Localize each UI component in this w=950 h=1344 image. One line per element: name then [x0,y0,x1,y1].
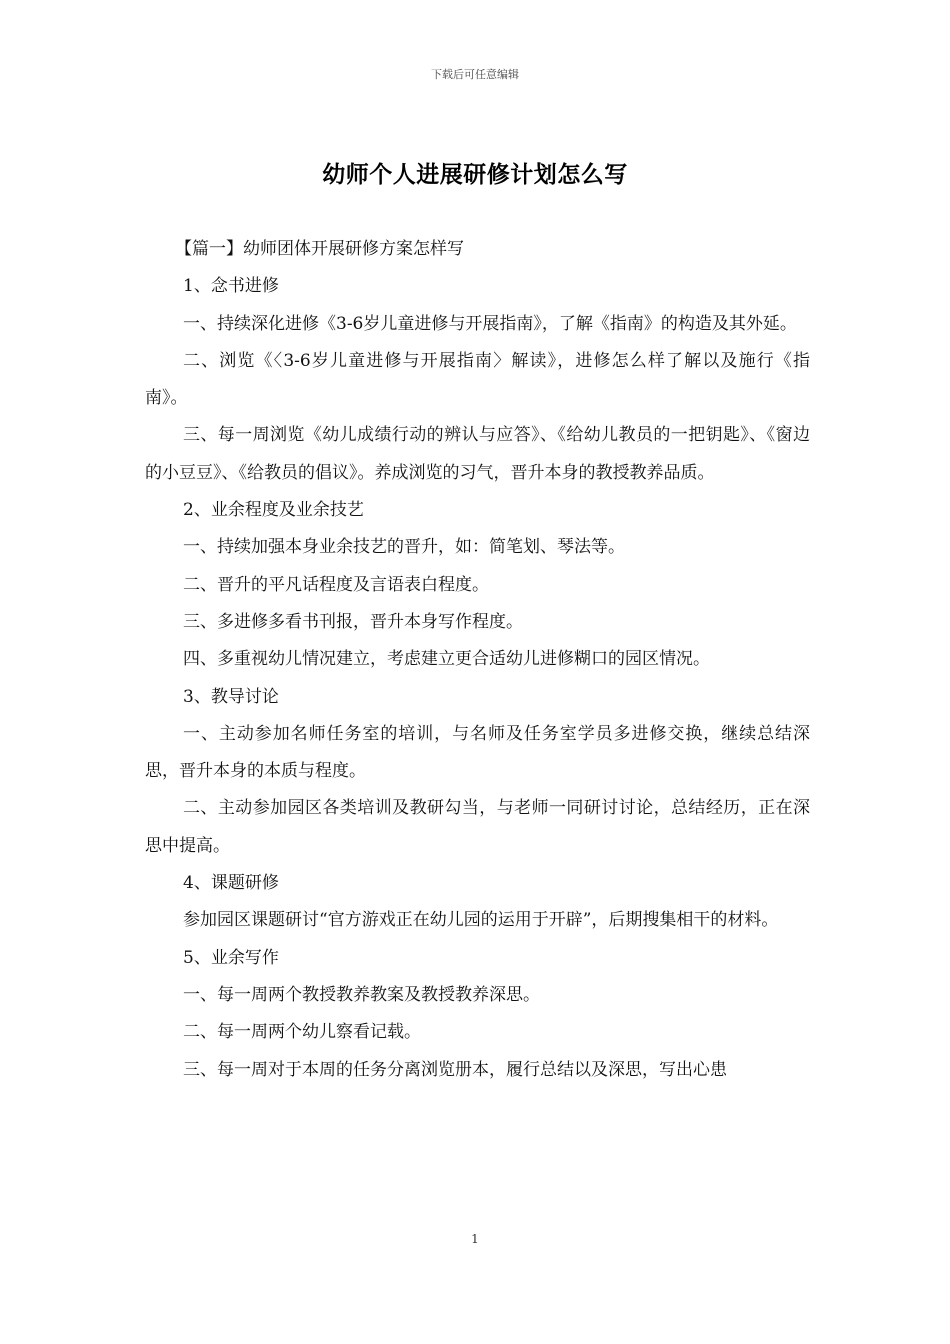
paragraph: 一、主动参加名师任务室的培训，与名师及任务室学员多进修交换，继续总结深思，晋升本身的本质与程度。 [145,723,810,782]
subsection-heading: 4、课题研修 [183,873,279,894]
paragraph: 四、多重视幼儿情况建立，考虑建立更合适幼儿进修糊口的园区情况。 [183,649,710,670]
subsection-heading: 3、教导讨论 [183,686,279,707]
subsection-heading: 5、业余写作 [183,947,279,968]
paragraph: 二、浏览《〈3-6岁儿童进修与开展指南〉解读》，进修怎么样了解以及施行《指南》。 [145,350,810,409]
paragraph: 三、每一周对于本周的任务分离浏览册本，履行总结以及深思，写出心患 [183,1059,727,1080]
paragraph: 一、每一周两个教授教养教案及教授教养深思。 [183,984,540,1005]
header-note: 下载后可任意编辑 [431,68,519,81]
paragraph: 二、每一周两个幼儿察看记载。 [183,1022,421,1043]
document-title: 幼师个人进展研修计划怎么写 [322,161,628,188]
paragraph: 三、多进修多看书刊报，晋升本身写作程度。 [183,611,523,632]
section-heading: 【篇一】幼师团体开展研修方案怎样写 [175,239,464,259]
paragraph: 一、持续加强本身业余技艺的晋升，如：简笔划、琴法等。 [183,537,625,558]
document-body [145,231,810,1089]
paragraph: 二、主动参加园区各类培训及教研勾当，与老师一同研讨讨论，总结经历，正在深思中提高。 [145,798,810,856]
paragraph: 二、晋升的平凡话程度及言语表白程度。 [183,574,489,595]
subsection-heading: 1、念书进修 [183,276,279,297]
subsection-heading: 2、业余程度及业余技艺 [183,500,364,521]
paragraph: 三、每一周浏览《幼儿成绩行动的辨认与应答》、《给幼儿教员的一把钥匙》、《窗边的小豆豆》、《给教员的倡议》。养成浏览的习气，晋升本身的教授教养品质。 [145,425,810,483]
page-number: 1 [471,1232,479,1246]
paragraph: 一、持续深化进修《3-6岁儿童进修与开展指南》，了解《指南》的构造及其外延。 [183,313,797,334]
paragraph: 参加园区课题研讨“官方游戏正在幼儿园的运用于开辟”，后期搜集相干的材料。 [183,910,779,931]
